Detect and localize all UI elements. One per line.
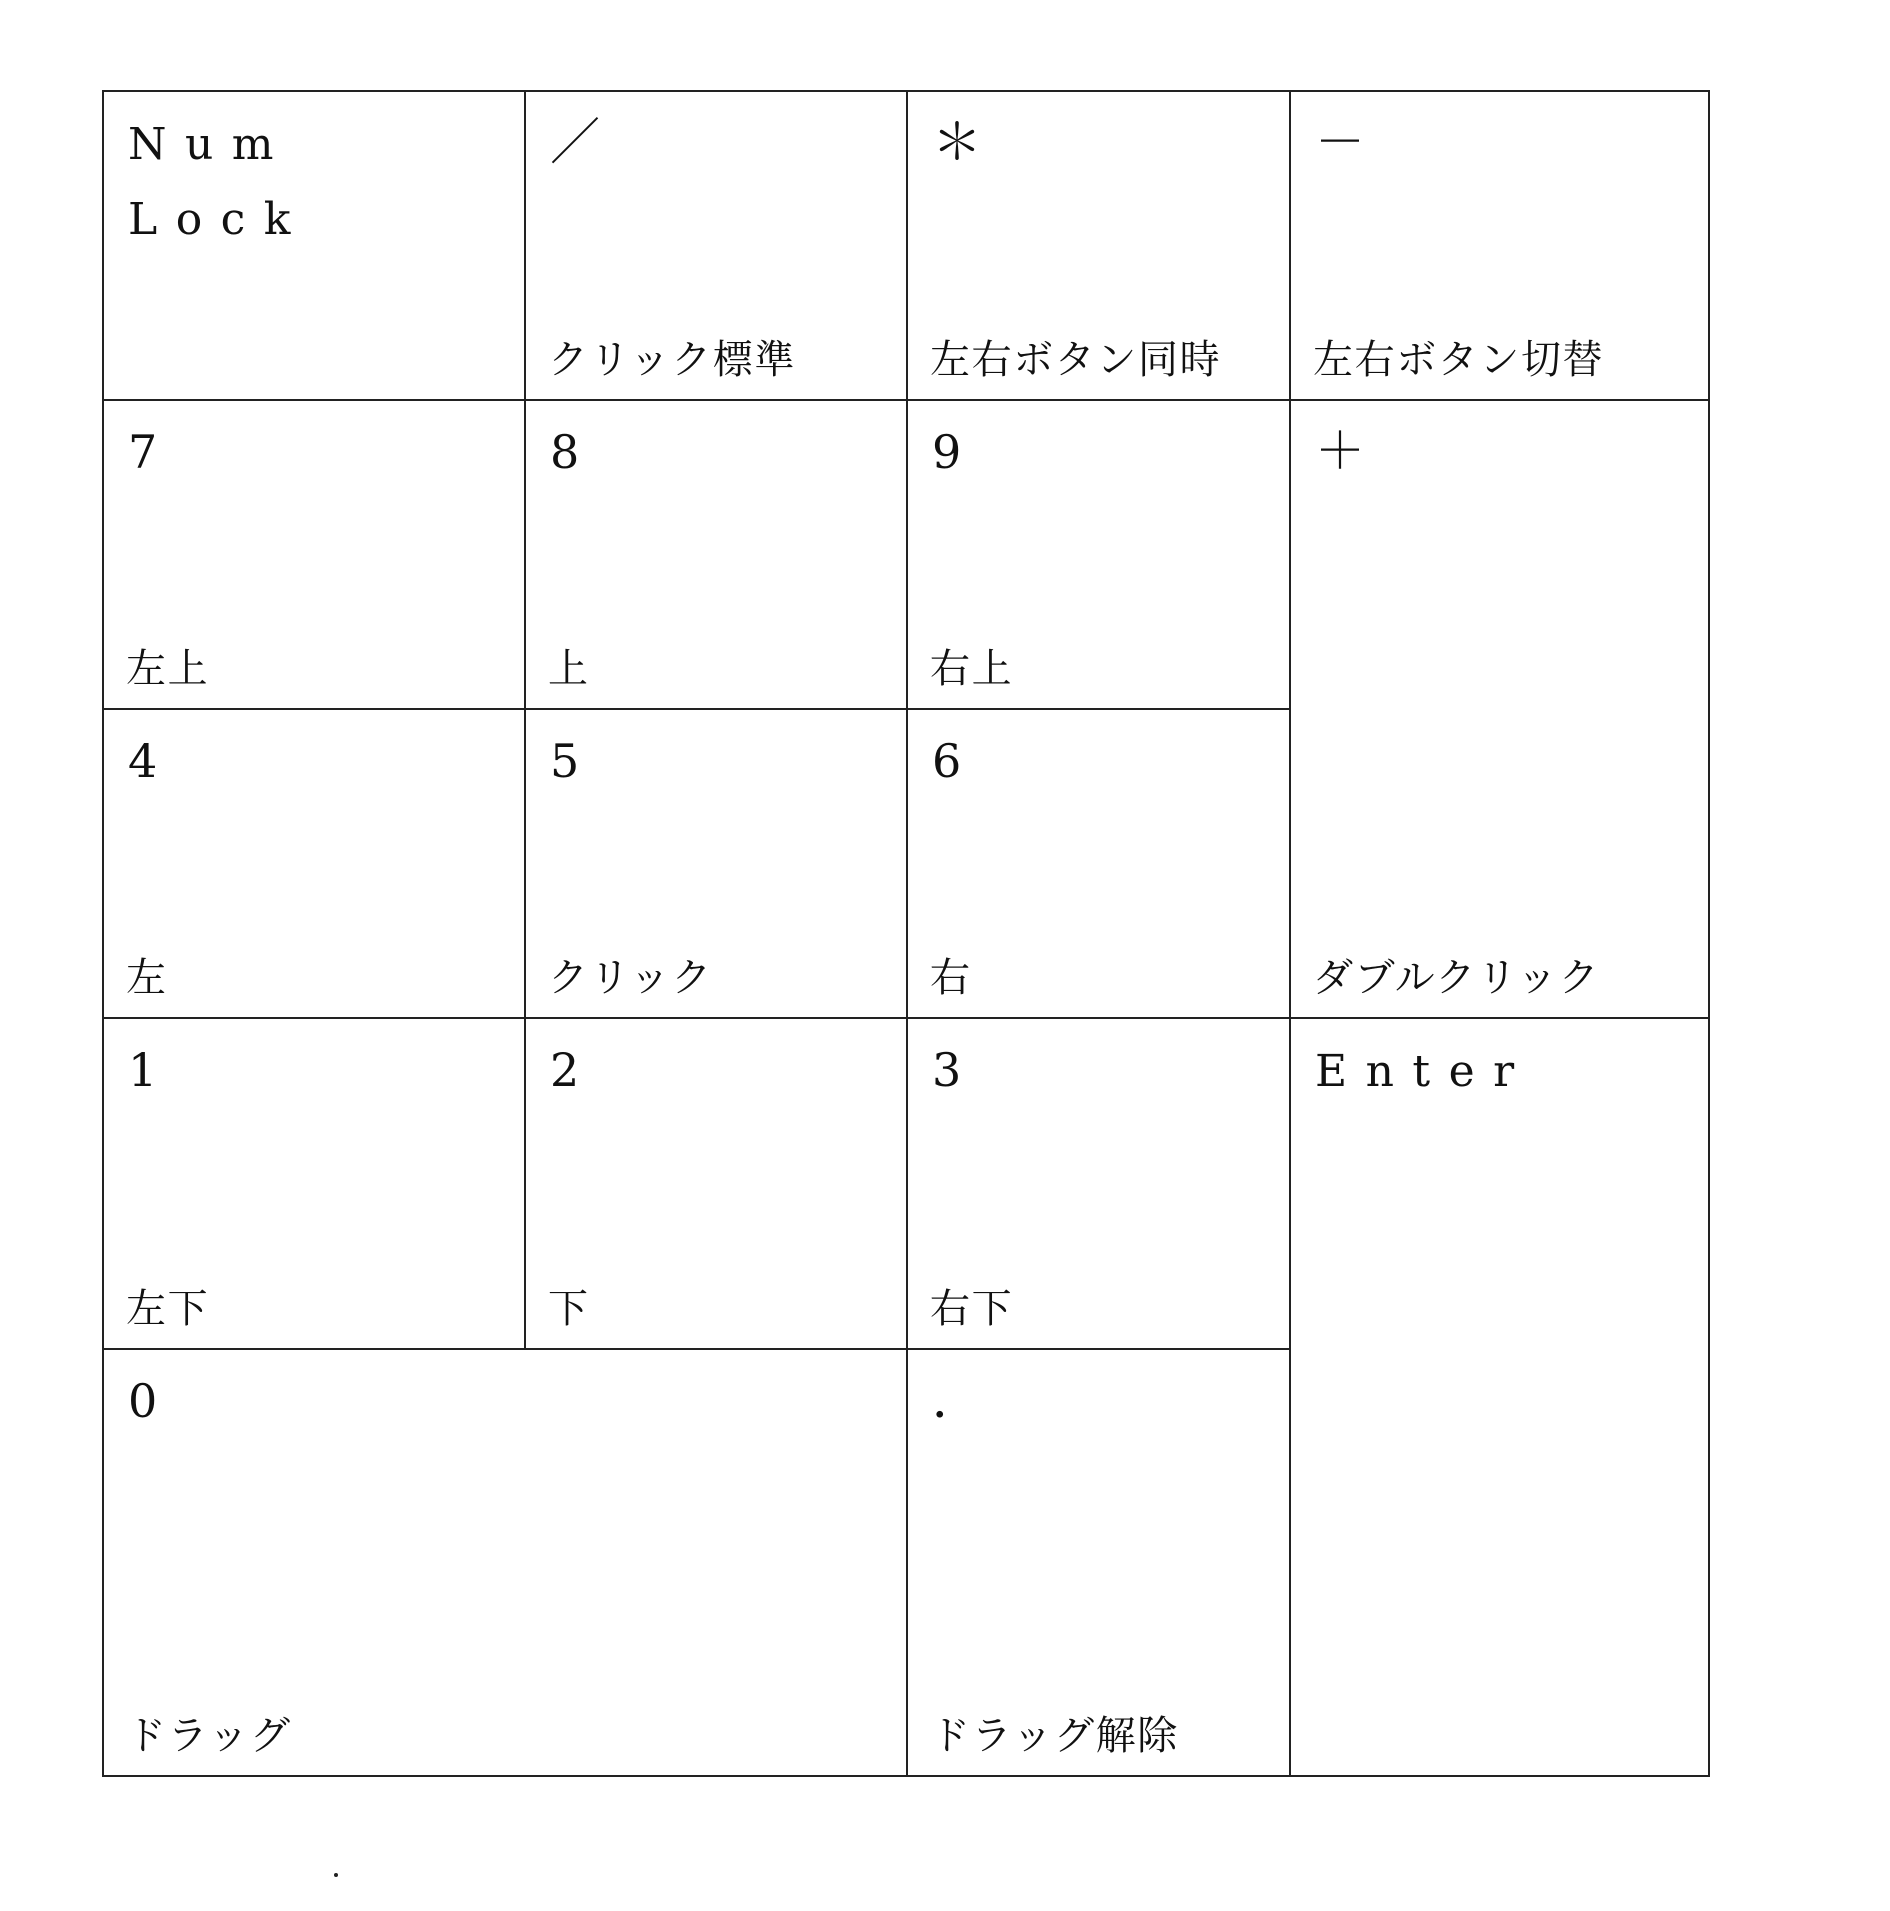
key-4-label: 4 xyxy=(128,734,159,788)
key-8-function: 上 xyxy=(548,646,590,692)
key-7-function: 左上 xyxy=(126,646,210,692)
key-enter xyxy=(1291,1019,1708,1775)
key-4-function: 左 xyxy=(126,955,168,1001)
key-3-function: 右下 xyxy=(930,1286,1014,1332)
key-4 xyxy=(104,710,526,1019)
key-asterisk-label: ＊ xyxy=(932,113,983,171)
numeric-keypad-diagram xyxy=(102,90,1710,1777)
key-6 xyxy=(908,710,1291,1019)
key-minus-label: － xyxy=(1315,113,1366,171)
key-2-label: 2 xyxy=(550,1043,581,1097)
key-5-label: 5 xyxy=(550,734,581,788)
key-6-function: 右 xyxy=(930,955,972,1001)
key-dot-function: ドラッグ解除 xyxy=(930,1713,1179,1759)
key-0-function: ドラッグ xyxy=(126,1713,292,1759)
key-slash xyxy=(526,92,908,401)
key-asterisk-function: 左右ボタン同時 xyxy=(930,337,1222,383)
key-dot-label: ． xyxy=(932,1371,983,1429)
key-8 xyxy=(526,401,908,710)
key-7 xyxy=(104,401,526,710)
key-1 xyxy=(104,1019,526,1350)
key-plus-label: ＋ xyxy=(1315,422,1366,480)
key-7-label: 7 xyxy=(128,425,159,479)
key-3 xyxy=(908,1019,1291,1350)
key-plus xyxy=(1291,401,1708,1019)
key-asterisk xyxy=(908,92,1291,401)
key-numlock xyxy=(104,92,526,401)
key-6-label: 6 xyxy=(932,734,963,788)
key-minus xyxy=(1291,92,1708,401)
key-1-function: 左下 xyxy=(126,1286,210,1332)
key-0-label: 0 xyxy=(128,1374,159,1428)
key-0 xyxy=(104,1350,908,1775)
key-5 xyxy=(526,710,908,1019)
scan-speck xyxy=(334,1873,338,1877)
key-dot xyxy=(908,1350,1291,1775)
key-numlock-label: Num Lock xyxy=(128,119,309,245)
key-plus-function: ダブルクリック xyxy=(1313,955,1601,1001)
key-slash-function: クリック標準 xyxy=(548,337,796,383)
key-3-label: 3 xyxy=(932,1043,963,1097)
key-enter-label: Enter xyxy=(1315,1046,1533,1097)
key-9-function: 右上 xyxy=(930,646,1014,692)
key-5-function: クリック xyxy=(548,955,713,1001)
key-slash-label: ／ xyxy=(550,113,601,171)
key-2 xyxy=(526,1019,908,1350)
key-9 xyxy=(908,401,1291,710)
key-9-label: 9 xyxy=(932,425,963,479)
key-1-label: 1 xyxy=(128,1043,159,1097)
key-2-function: 下 xyxy=(548,1286,590,1332)
key-8-label: 8 xyxy=(550,425,581,479)
key-minus-function: 左右ボタン切替 xyxy=(1313,337,1605,383)
